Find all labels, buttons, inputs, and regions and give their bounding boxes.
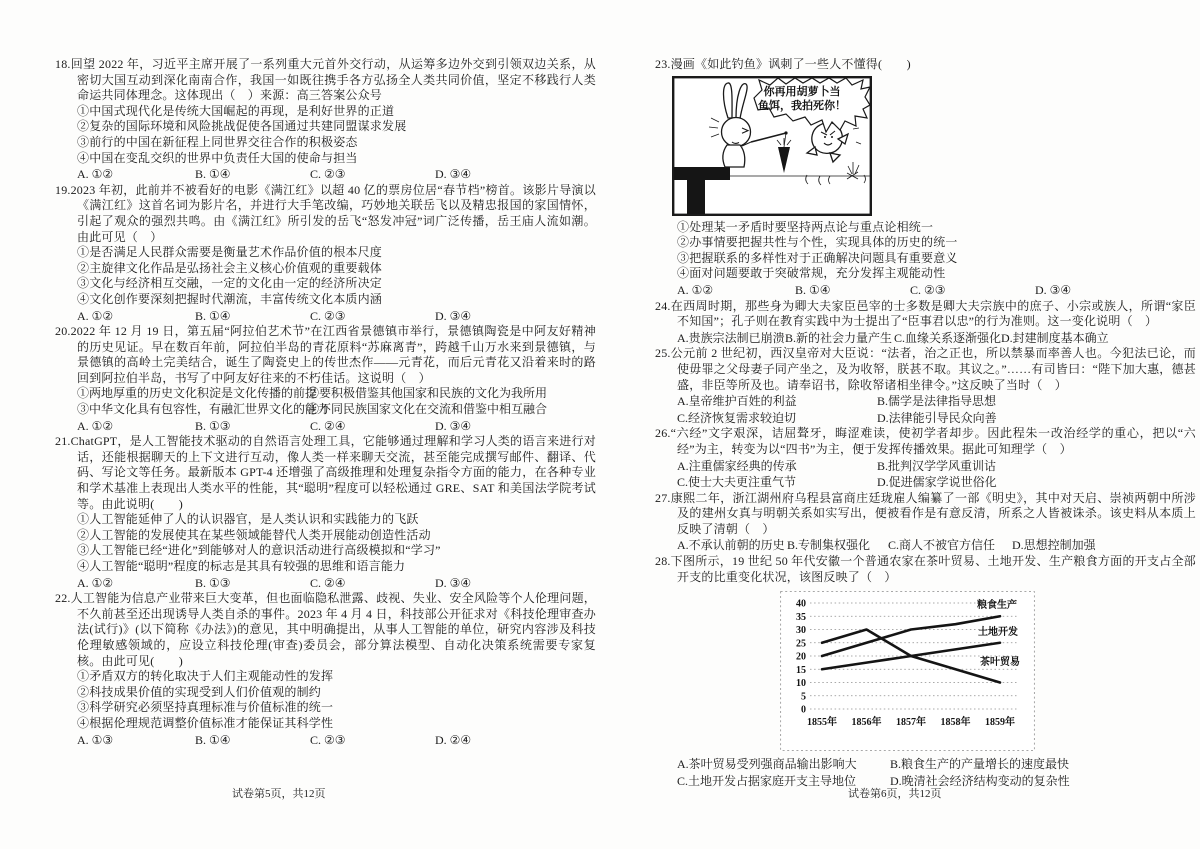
question-21-options — [55, 576, 596, 592]
question-18-item-4: ④中国在变乱交织的世界中负责任大国的使命与担当 — [77, 150, 358, 165]
option-D: D.晚清社会经济结构变动的复杂性 — [890, 773, 1070, 788]
option-A: A.贵族宗法制已崩溃 — [677, 330, 785, 345]
question-21-item-3: ③人工智能已经“进化”到能够对人的意识活动进行高级模拟和“学习” — [77, 543, 441, 558]
question-20-item: ④不同民族国家文化在交流和借鉴中相互融合 — [307, 402, 548, 417]
y-tick-label-40: 40 — [796, 598, 806, 610]
question-20-item: ①两地厚重的历史文化积淀是文化传播的前提 — [77, 386, 318, 401]
question-18 — [55, 57, 596, 183]
question-23-item-2: ②办事情要把握共性与个性，实现具体的历史的统一 — [677, 235, 958, 250]
question-20-item-row-1 — [55, 386, 596, 402]
question-25 — [655, 346, 1196, 426]
question-20-item: ②要积极借鉴其他国家和民族的文化为我所用 — [307, 386, 548, 401]
option-C: C.血缘关系逐渐强化 — [894, 330, 1002, 345]
y-tick-label-25: 25 — [796, 638, 806, 650]
x-tick-label-1: 1855年 — [807, 717, 837, 729]
question-20 — [55, 324, 596, 434]
option-C: C. ②④ — [310, 575, 346, 590]
question-24-options — [655, 331, 1196, 347]
question-26-options-row-2 — [655, 475, 1196, 491]
option-A: A.注重儒家经典的传承 — [677, 458, 797, 473]
question-19-item-3: ③文化与经济相互交融，一定的文化由一定的经济所决定 — [77, 276, 383, 291]
option-B: B.粮食生产的产量增长的速度最快 — [890, 757, 1070, 772]
option-B: B.儒学是法律指导思想 — [877, 394, 997, 409]
question-23-options — [655, 283, 1196, 299]
option-B: B. ①④ — [795, 282, 831, 297]
question-19-item-1: ①是否满足人民群众需要是衡量艺术作品价值的根本尺度 — [77, 245, 383, 260]
y-tick-label-30: 30 — [796, 625, 806, 637]
question-23-item-1: ①处理某一矛盾时要坚持两点论与重点论相统一 — [677, 219, 934, 234]
question-22-item-2: ②科技成果价值的实现受到人们价值观的制约 — [77, 684, 322, 699]
x-tick-label-3: 1857年 — [896, 717, 926, 729]
option-C: C. ②③ — [910, 282, 946, 297]
option-D: D. ③④ — [435, 167, 472, 182]
option-C: C.经济恢复需求较迫切 — [677, 410, 797, 425]
y-tick-label-35: 35 — [796, 612, 806, 623]
option-C: C. ②③ — [310, 167, 346, 182]
page-5-column — [55, 57, 596, 748]
question-18-item-1: ①中国式现代化是传统大国崛起的再现，是利好世界的正道 — [77, 103, 395, 118]
question-21 — [55, 434, 596, 591]
question-21-item-2: ②人工智能的发展使其在某些领域能替代人类开展能动创造性活动 — [77, 527, 431, 542]
page-footer-right: 试卷第6页，共12页 — [848, 788, 942, 800]
question-28-stem: 28.下图所示，19 世纪 50 年代安徽一个普通农家在茶叶贸易、土地开发、生产粮食方面的开支占全部开支的比重变化状况，该图反映了（ ） — [655, 554, 1196, 584]
option-C: C.商人不被官方信任 — [888, 538, 996, 553]
option-A: A. ①② — [77, 418, 114, 433]
question-20-stem: 20.2022 年 12 月 19 日，第五届“阿拉伯艺术节”在江西省景德镇市举行，景德镇陶瓷是中阿友好精神的历史见证。早在数百年前，阿拉伯半岛的青花原料“苏麻离青”，跨越千山万水来到景德镇，与景德镇的高岭土完美结合，诞生了陶瓷史上的传世杰作——元青花，而后元青花又沿着来时的路回到阿拉伯半岛，书写了中阿友好往来的不朽佳话。这说明（ ） — [55, 324, 596, 385]
question-26 — [655, 426, 1196, 490]
option-A: A.皇帝维护百姓的利益 — [677, 394, 797, 409]
option-D: D. ③④ — [435, 418, 472, 433]
question-21-item-1: ①人工智能延伸了人的认识器官，是人类认识和实践能力的飞跃 — [77, 512, 419, 527]
expense-share-line-chart — [780, 591, 1035, 751]
option-A: A.不承认前朝的历史 — [677, 538, 785, 553]
y-tick-label-20: 20 — [796, 651, 806, 663]
question-21-stem: 21.ChatGPT，是人工智能技术驱动的自然语言处理工具，它能够通过理解和学习人类的语言来进行对话，还能根据聊天的上下文进行互动，像人类一样来聊天交流，甚至能完成撰写邮件、翻译、代码、写论文等任务。最新版本 GPT-4 还增强了高级推理和处理复杂指令方面的能力，在各种专业和学术基准上表现出人类水平的性能，其“聪明”程度可以轻松通过 GRE、SAT 和美国法学院考试等。由此说明( ) — [55, 434, 596, 511]
question-22 — [55, 591, 596, 748]
question-18-item-3: ③前行的中国在新征程上同世界交往合作的积极姿态 — [77, 134, 358, 149]
question-22-stem: 22.人工智能为信息产业带来巨大变革，但也面临隐私泄露、歧视、失业、安全风险等个人伦理问题，不久前甚至还出现诱导人类自杀的事件。2023 年 4 月 4 日，科技部公开征求对《科技伦理审查办法(试行)》(以下简称《办法》)的意见，其中明确提出，从事人工智能的单位，研究内容涉及科技伦理敏感领域的，应设立科技伦理(审查)委员会，部分算法模型、自动化决策系统需要专家复核。由此可见( ) — [55, 591, 596, 668]
option-A: A. ①② — [77, 167, 114, 182]
question-20-item: ③中华文化具有包容性，有融汇世界文化的能力 — [77, 402, 330, 417]
comic-ruci-diaoyu — [672, 76, 872, 216]
question-26-stem: 26.“六经”文字艰深，诘屈聱牙，晦涩难读，使初学者却步。因此程朱一改治经学的重心，把以“六经”为主，转变为以“四书”为主，便于发挥传播效果。据此可知理学（ ） — [655, 426, 1196, 456]
option-B: B. ①④ — [195, 167, 231, 182]
series-label-3: 茶叶贸易 — [980, 657, 1020, 669]
question-27-options — [655, 538, 1196, 554]
question-25-stem: 25.公元前 2 世纪初，西汉皇帝对大臣说：“法者，治之正也，所以禁暴而率善人也。今犯法已论，而使毋罪之父母妻子同产坐之，及为收帑，朕甚不取。其议之。”……有司皆曰：“陛下加大惠，德甚盛，非臣等所及也。请奉诏书，除收帑诸相坐律令。”这反映了当时（ ） — [655, 346, 1196, 392]
option-A: A.茶叶贸易受列强商品输出影响大 — [677, 757, 857, 772]
option-A: A. ①② — [677, 282, 714, 297]
option-A: A. ①② — [77, 575, 114, 590]
question-22-item-1: ①矛盾双方的转化取决于人们主观能动性的发挥 — [77, 669, 334, 684]
option-B: B.专制集权强化 — [787, 538, 871, 553]
question-18-options — [55, 167, 596, 183]
option-A: A. ①③ — [77, 732, 114, 747]
question-19-options — [55, 309, 596, 325]
question-23-item-4: ④面对问题要敢于突破常规，充分发挥主观能动性 — [677, 266, 946, 281]
option-D: D. ③④ — [435, 308, 472, 323]
option-D: D. ③④ — [1035, 282, 1072, 297]
x-tick-label-2: 1856年 — [851, 717, 882, 729]
question-25-options-row-2 — [655, 411, 1196, 427]
comic-figure-ruci-diaoyu — [672, 76, 872, 216]
x-tick-label-5: 1859年 — [985, 717, 1015, 729]
question-22-item-3: ③科学研究必须坚持真理标准与价值标准的统一 — [77, 700, 334, 715]
question-28-options-row-1 — [655, 757, 1196, 773]
option-B: B. ①④ — [195, 308, 231, 323]
y-tick-label-15: 15 — [796, 665, 806, 676]
question-19-item-2: ②主旋律文化作品是弘扬社会主义核心价值观的重要载体 — [77, 260, 383, 275]
question-19 — [55, 183, 596, 324]
x-tick-label-4: 1858年 — [940, 717, 971, 729]
rabbit-body — [723, 145, 745, 167]
question-22-options — [55, 733, 596, 749]
option-D: D.法律能引导民众向善 — [877, 410, 997, 425]
question-23-stem: 23.漫画《如此钓鱼》讽刺了一些人不懂得( ) — [655, 57, 911, 71]
option-C: C.使士大夫更注重气节 — [677, 475, 797, 490]
question-19-stem: 19.2023 年初，此前并不被看好的电影《满江红》以超 40 亿的票房位居“春节档”榜首。该影片导演以《满江红》这首名词为影片名，并进行大手笔改编，巧妙地关联岳飞以及精忠报国的家国情怀，引起了观众的强烈共鸣。由《满江红》所引发的岳飞“怒发冲冠”词广泛传播，岳王庙人流如潮。由此可见（ ） — [55, 182, 596, 244]
question-26-options-row-1 — [655, 459, 1196, 475]
question-20-item-row-2 — [55, 402, 596, 418]
question-18-item-2: ②复杂的国际环境和风险挑战促使各国通过共建同盟谋求发展 — [77, 119, 407, 134]
question-23 — [655, 57, 1196, 299]
page-6-column — [655, 57, 1196, 789]
option-C: C. ②③ — [310, 732, 346, 747]
question-25-options-row-1 — [655, 394, 1196, 410]
question-18-stem: 18.回望 2022 年，习近平主席开展了一系列重大元首外交行动，从运筹多边外交到引领双边关系，从密切大国互动到深化南南合作，我国一如既往携手各方弘扬全人类共同价值，坚定不移践行人类命运共同体理念。这体现出（ ）来源：高三答案公众号 — [55, 57, 596, 103]
question-27-stem: 27.康熙二年，浙江湖州府乌程县富商庄廷珑雇人编纂了一部《明史》，其中对天启、崇祯两朝中所涉及的建州女真与明朝关系如实写出，便被看作是有意反清，所系之人皆被诛杀。该史料从本质上反映了清朝（ ） — [655, 490, 1196, 536]
option-C: C.土地开发占据家庭开支主导地位 — [677, 773, 857, 788]
option-A: A. ①② — [77, 308, 114, 323]
option-B: B. ①③ — [195, 418, 231, 433]
option-D: D. ②④ — [435, 732, 472, 747]
option-D: D.封建制度基本确立 — [1001, 330, 1109, 345]
question-22-item-4: ④根据伦理规范调整价值标准才能保证其科学性 — [77, 715, 334, 730]
option-B: B. ①③ — [195, 575, 231, 590]
question-24 — [655, 299, 1196, 347]
option-C: C. ②④ — [310, 418, 346, 433]
y-tick-label-5: 5 — [801, 691, 806, 703]
option-D: D.促进儒家学说世俗化 — [877, 475, 997, 490]
y-tick-label-10: 10 — [796, 678, 806, 690]
option-B: B.批判汉学学风重训诂 — [877, 458, 997, 473]
option-D: D. ③④ — [435, 575, 472, 590]
y-tick-label-0: 0 — [801, 704, 806, 716]
question-19-item-4: ④文化创作要深刻把握时代潮流，丰富传统文化本质内涵 — [77, 291, 383, 306]
option-B: B.新的社会力量产生 — [785, 330, 893, 345]
question-28 — [655, 554, 1196, 789]
option-D: D.思想控制加强 — [1012, 538, 1096, 553]
option-B: B. ①④ — [195, 732, 231, 747]
expense-share-chart-figure — [780, 591, 1035, 751]
bubble-text-line2: 鱼饵，我拍死你！ — [758, 99, 846, 112]
page-footer-left: 试卷第5页，共12页 — [232, 788, 326, 800]
question-21-item-4: ④人工智能“聪明”程度的标志是其具有较强的思维和语言能力 — [77, 559, 406, 573]
question-23-item-3: ③把握联系的多样性对于正确解决问题具有重要意义 — [677, 250, 958, 265]
bubble-text-line1: 你再用胡萝卜当 — [763, 85, 841, 98]
series-label-2: 土地开发 — [978, 627, 1018, 639]
series-line-3 — [822, 630, 1000, 683]
option-C: C. ②③ — [310, 308, 346, 323]
series-label-1: 粮食生产 — [977, 600, 1017, 612]
question-27 — [655, 491, 1196, 554]
question-20-options — [55, 419, 596, 435]
question-24-stem: 24.在西周时期，那些身为卿大夫家臣邑宰的士多数是卿大夫宗族中的庶子、小宗或族人，所谓“家臣不知国”；孔子则在教育实践中为士提出了“臣事君以忠”的行为准则。这一变化说明（ ） — [655, 298, 1196, 329]
